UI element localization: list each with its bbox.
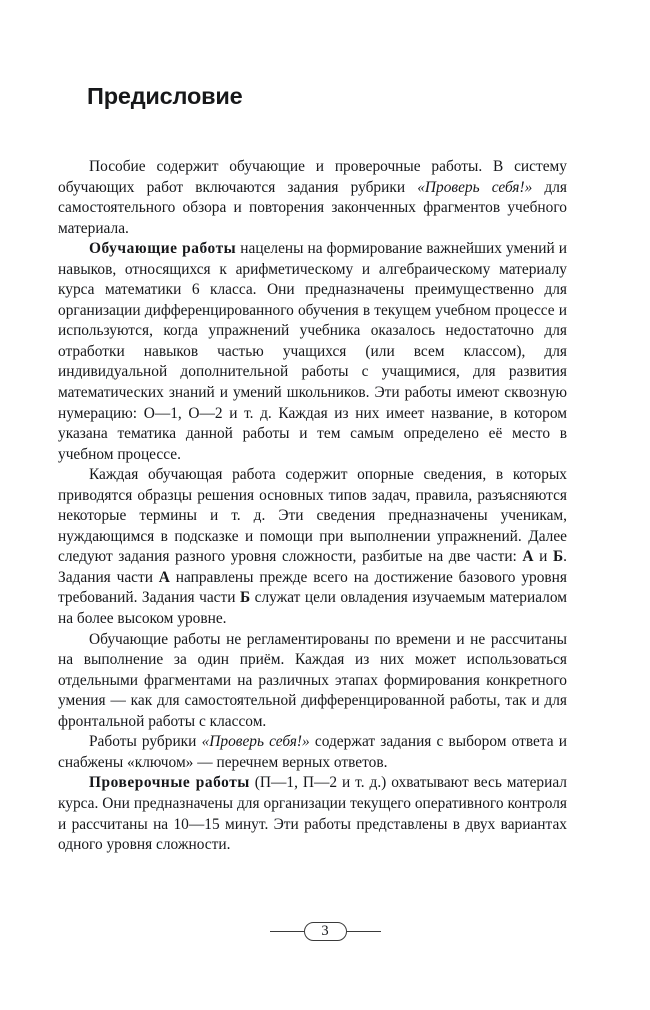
paragraph-text: содержат задания с выбором ответа и снабжены «ключом» — перечнем верных ответов. xyxy=(58,733,568,771)
paragraph xyxy=(58,239,567,465)
rubric-title: «Проверь себя!» xyxy=(417,178,533,196)
paragraph-lead-term: Обучающие работы xyxy=(89,240,237,258)
paragraph-lead-term: Проверочные работы xyxy=(89,774,250,792)
paragraph-text: Работы рубрики xyxy=(89,733,202,751)
folio-rule-left xyxy=(270,931,304,932)
paragraph xyxy=(58,732,567,773)
paragraph xyxy=(58,465,567,629)
page-footer xyxy=(0,918,650,944)
rubric-title: «Проверь себя!» xyxy=(201,733,310,751)
paragraph-text: служат цели овладения изучаемым материалом на более высоком уровне. xyxy=(58,589,567,628)
paragraph xyxy=(58,630,567,733)
page-title: Предисловие xyxy=(87,82,243,109)
paragraph-text: нацелены на формирование важнейших умений и навыков, относящихся к арифметическому и алгебраическому материалу курса математики 6 класса. Они предназначены преимущественно для организации дифференцированного обучения в текущем учебном процессе и используются, когда упражнений учебника оказалось недостаточно для отработки навыков частью учащихся (или всем классом), для индивидуальной дополнительной работы с учащимися, для развития математических знаний и умений школьников. Эти работы имеют сквозную нумерацию: О—1, О—2 и т. д. Каждая из них имеет название, в котором указана тематика данной работы и тем самым определено её место в учебном процессе. xyxy=(58,240,567,463)
paragraph-text: и xyxy=(533,548,553,566)
body-text-column xyxy=(58,157,567,856)
paragraph-text: (П—1, П—2 и т. д.) охватывают весь материал курса. Они предназначены для организации текущего оперативного контроля и рассчитаны на 10—15 минут. Эти работы представлены в двух вариантах одного уровня сложности. xyxy=(58,774,567,854)
page-number-badge: 3 xyxy=(304,922,347,941)
paragraph-text: направлены прежде всего на достижение базового уровня требований. Задания части xyxy=(58,568,567,607)
part-label: Б xyxy=(552,548,564,566)
part-label: Б xyxy=(239,589,251,607)
paragraph xyxy=(58,773,567,855)
part-label: А xyxy=(158,568,170,586)
paragraph xyxy=(58,157,567,239)
paragraph-text: Каждая обучающая работа содержит опорные сведения, в которых приводятся образцы решения основных типов задач, правила, разъясняются некоторые термины и т. д. Эти сведения предназначены ученикам, нуждающимся в подсказке и помощи при выполнении упражнений. Далее следуют задания разного уровня сложности, разбитые на две части: xyxy=(58,466,567,566)
paragraph-text: . Задания части xyxy=(58,548,567,586)
folio-rule-right xyxy=(347,931,381,932)
paragraph-text: Пособие содержит обучающие и проверочные работы. В систему обучающих работ включаются задания рубрики xyxy=(58,158,567,196)
paragraph-text: Обучающие работы не регламентированы по времени и не рассчитаны на выполнение за один приём. Каждая из них может использоваться отдельными фрагментами на различных этапах формирования конкретного умения — как для самостоятельной дифференцированной работы, так и для фронтальной работы с классом. xyxy=(58,630,567,730)
paragraph-text: для самостоятельного обзора и повторения законченных фрагментов учебного материала. xyxy=(58,178,567,237)
part-label: А xyxy=(522,548,534,566)
